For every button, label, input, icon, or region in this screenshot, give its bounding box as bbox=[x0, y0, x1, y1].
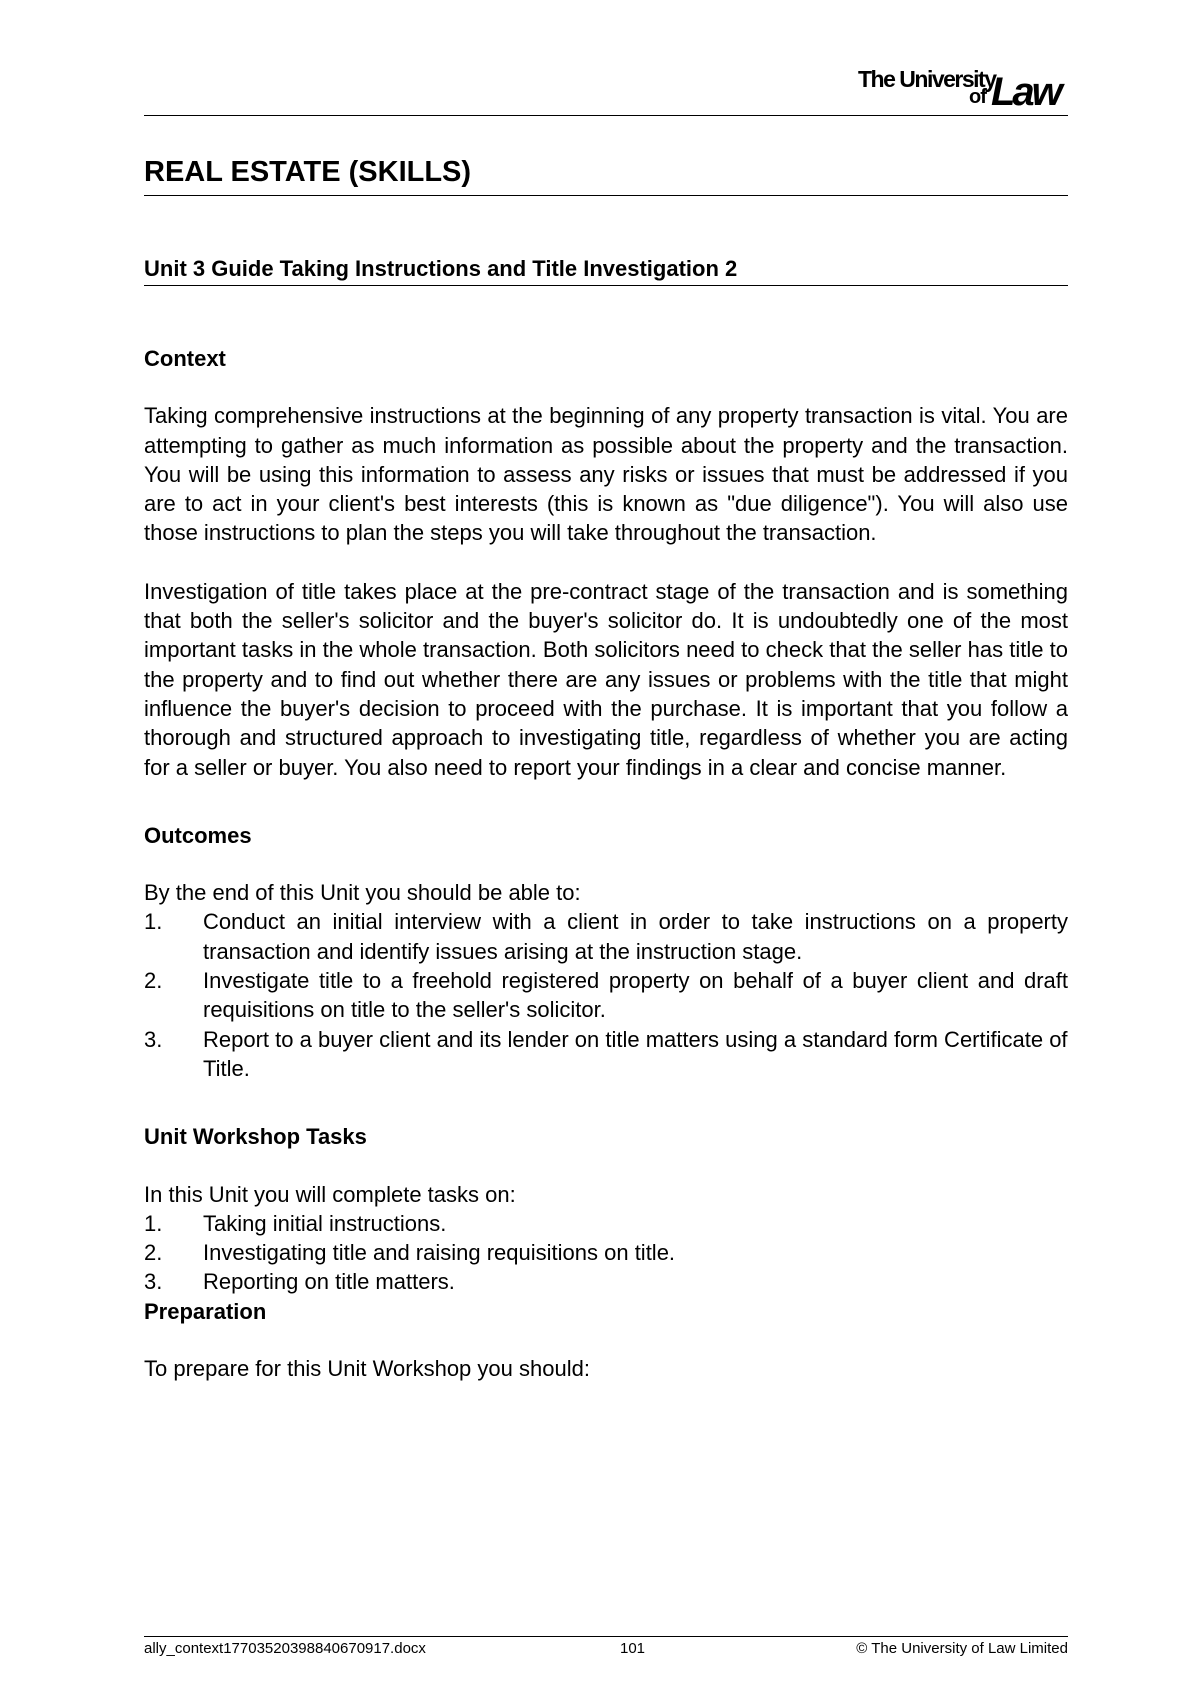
list-item bbox=[144, 1209, 1068, 1238]
workshop-heading: Unit Workshop Tasks bbox=[144, 1124, 367, 1150]
logo-line1: The University bbox=[858, 66, 996, 92]
list-number: 3. bbox=[144, 1269, 163, 1295]
footer-copyright: © The University of Law Limited bbox=[856, 1640, 1068, 1657]
list-number: 1. bbox=[144, 909, 163, 935]
list-item bbox=[144, 907, 1068, 966]
context-heading: Context bbox=[144, 346, 226, 371]
header-rule bbox=[144, 115, 1068, 116]
footer-rule bbox=[144, 1636, 1068, 1637]
outcomes-heading: Outcomes bbox=[144, 822, 252, 848]
workshop-list bbox=[144, 1209, 1068, 1297]
context-paragraph-1: Taking comprehensive instructions at the beginning of any property transaction is vital. You are attempting to gather as much information as possible about the property and the transaction. You will be using this information to assess any risks or issues that must be addressed if you are to act in your client's best interests (this is known as "due diligence"). You will also use those instructions to plan the steps you will take throughout the transaction. bbox=[144, 403, 1068, 546]
list-text: Taking initial instructions. bbox=[203, 1210, 447, 1236]
list-text: Report to a buyer client and its lender on title matters using a standard form Certificate of Title. bbox=[203, 1026, 1068, 1081]
document-body bbox=[144, 344, 1068, 1383]
list-number: 2. bbox=[144, 1240, 163, 1266]
workshop-intro: In this Unit you will complete tasks on: bbox=[144, 1181, 516, 1207]
document-title: REAL ESTATE (SKILLS) bbox=[144, 156, 472, 188]
list-number: 3. bbox=[144, 1026, 163, 1052]
outcomes-list bbox=[144, 907, 1068, 1083]
subtitle-rule bbox=[144, 285, 1068, 286]
logo-line2: of bbox=[969, 86, 986, 108]
list-number: 2. bbox=[144, 968, 163, 994]
list-text: Reporting on title matters. bbox=[203, 1269, 455, 1295]
list-text: Investigate title to a freehold registered property on behalf of a buyer client and draft requisitions on title to the seller's solicitor. bbox=[203, 968, 1068, 1023]
preparation-intro: To prepare for this Unit Workshop you should: bbox=[144, 1356, 590, 1382]
title-rule bbox=[144, 195, 1068, 196]
logo-line3: Law bbox=[991, 70, 1060, 114]
footer-filename: ally_context17703520398840670917.docx bbox=[144, 1640, 426, 1657]
list-item bbox=[144, 966, 1068, 1025]
list-text: Investigating title and raising requisitions on title. bbox=[203, 1240, 676, 1266]
list-item bbox=[144, 1238, 1068, 1267]
list-item bbox=[144, 1025, 1068, 1084]
list-item bbox=[144, 1267, 1068, 1296]
unit-subtitle: Unit 3 Guide Taking Instructions and Title Investigation 2 bbox=[144, 256, 738, 281]
preparation-heading: Preparation bbox=[144, 1298, 267, 1324]
list-number: 1. bbox=[144, 1210, 163, 1236]
outcomes-intro: By the end of this Unit you should be able to: bbox=[144, 880, 581, 906]
context-paragraph-2: Investigation of title takes place at the pre-contract stage of the transaction and is something that both the seller's solicitor and the buyer's solicitor do. It is undoubtedly one of the most important tasks in the whole transaction. Both solicitors need to check that the seller has title to the property and to find out whether there are any issues or problems with the title that might influence the buyer's decision to proceed with the purchase. It is important that you follow a thorough and structured approach to investigating title, regardless of whether you are acting for a seller or buyer. You also need to report your findings in a clear and concise manner. bbox=[144, 578, 1068, 780]
university-logo bbox=[858, 64, 1068, 114]
list-text: Conduct an initial interview with a client in order to take instructions on a property transaction and identify issues arising at the instruction stage. bbox=[203, 909, 1068, 964]
footer-page-number: 101 bbox=[620, 1640, 646, 1657]
